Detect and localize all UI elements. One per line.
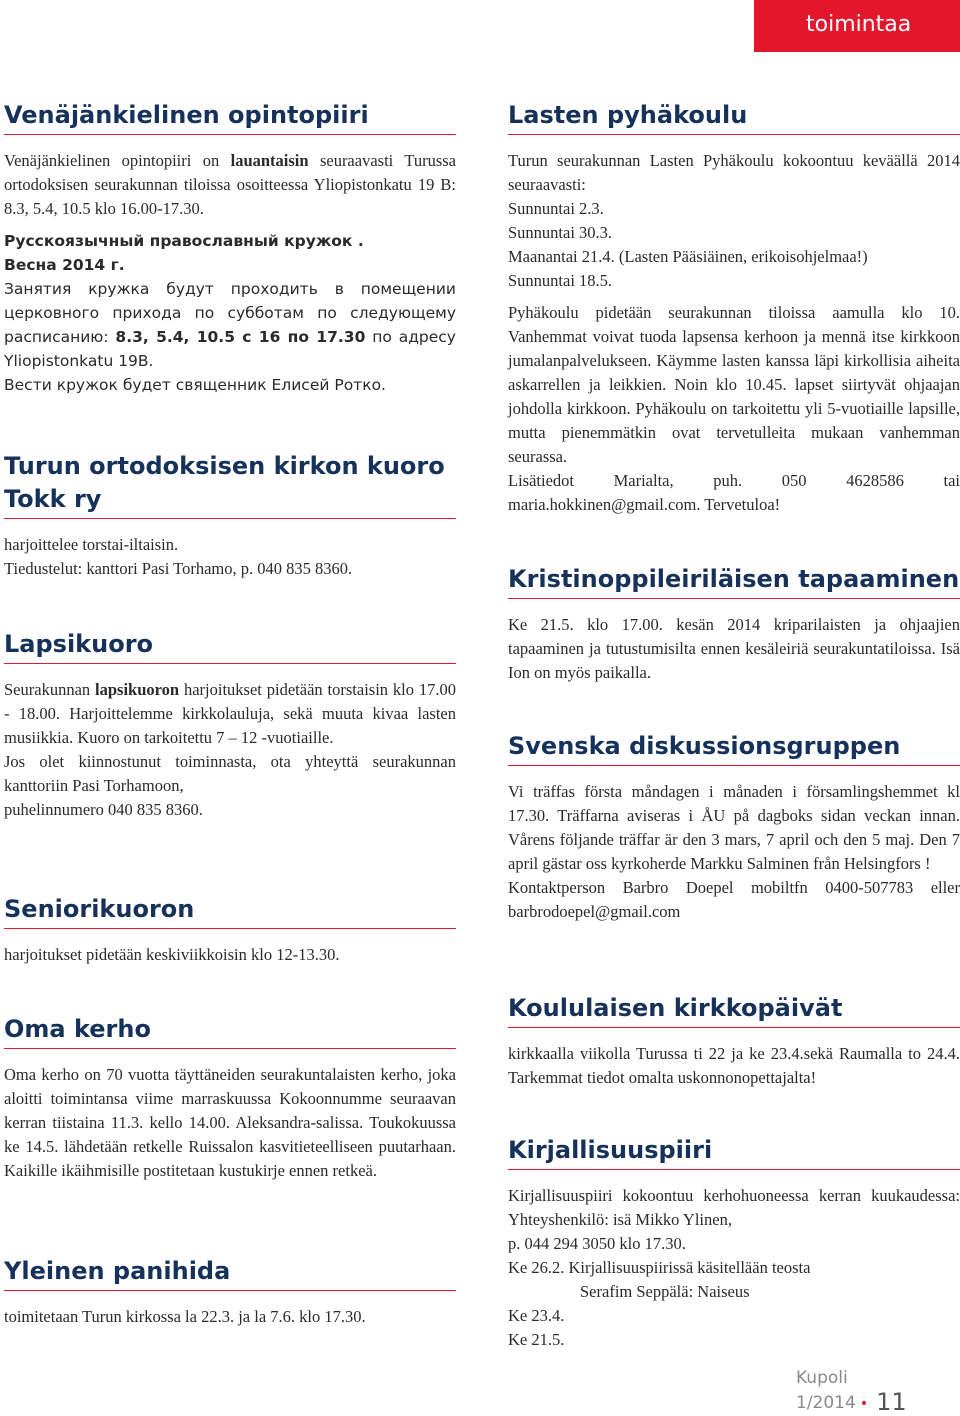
section-panihida [4,1255,456,1329]
page-number: 11 [876,1388,907,1416]
section-title: Lasten pyhäkoulu [508,99,960,135]
section-tab-label: toimintaa [806,12,912,37]
section-title: Lapsikuoro [4,628,456,664]
section-confirmation-camp [508,563,960,685]
section-body [4,1305,456,1329]
bold-text: 8.3, 5.4, 10.5 с 16 по 17.30 [115,328,366,346]
text: Seurakunnan [4,680,96,699]
text: Занятия кружка будут проходить в помещении церковного прихода по субботам по следующему расписанию: [4,280,456,346]
paragraph: harjoitukset pidetään keskiviikkoisin klo 12-13.30. [4,945,340,964]
paragraph: Turun seurakunnan Lasten Pyhäkoulu kokoontuu keväällä 2014 seuraavasti: [508,151,960,194]
section-russian-study-circle [4,99,456,397]
section-title: Kristinoppileiriläisen tapaaminen [508,563,960,599]
paragraph: Serafim Seppälä: Naiseus [580,1282,750,1301]
section-title: Koululaisen kirkkopäivät [508,992,960,1028]
section-oma-kerho [4,1013,456,1183]
title-line: Turun ortodoksisen kirkon kuoro [4,452,445,480]
paragraph: Jos olet kiinnostunut toiminnasta, ota yhteyttä seurakunnan kanttoriin Pasi Torhamoon, [4,752,456,795]
paragraph: Ke 21.5. klo 17.00. kesän 2014 kriparilaisten ja ohjaajien tapaaminen ja tutustumisilta ennen kesäleiriä seurakuntatiloissa. Isä Ion on myös paikalla. [508,615,960,682]
section-title [4,450,456,519]
paragraph: harjoittelee torstai-iltaisin. [4,535,179,554]
russian-text-block [4,229,456,397]
section-title: Oma kerho [4,1013,456,1049]
date-line: Sunnuntai 30.3. [508,223,613,242]
section-tab [754,0,960,52]
section-body [4,943,456,967]
title-line: Tokk ry [4,485,102,513]
paragraph: p. 044 294 3050 klo 17.30. [508,1234,686,1253]
text: harjoitukset pidetään torstaisin klo 17.00 - 18.00. Harjoittelemme kirkkolauluja, sekä muuta kivaa lasten musiikkia. Kuoro on tarkoitettu 7 – 12 -vuotiaille. [4,680,456,747]
section-senior-choir [4,893,456,967]
section-title: Svenska diskussionsgruppen [508,730,960,766]
paragraph: Kirjallisuuspiiri kokoontuu kerhohuoneessa kerran kuukaudessa: Yhteyshenkilö: isä Mikko Ylinen, [508,1186,960,1229]
section-body [508,149,960,517]
section-body [508,613,960,685]
section-body [508,1184,960,1352]
section-children-choir [4,628,456,822]
section-body [4,678,456,822]
russian-subheading: Весна 2014 г. [4,256,125,274]
section-body [508,1042,960,1090]
text: Venäjänkielinen opintopiiri on [4,151,231,170]
bold-text: lauantaisin [230,151,309,170]
paragraph: Tiedustelut: kanttori Pasi Torhamo, p. 040 835 8360. [4,559,353,578]
paragraph: toimitetaan Turun kirkossa la 22.3. ja la 7.6. klo 17.30. [4,1307,366,1326]
paragraph [4,678,456,750]
paragraph: Lisätiedot Marialta, puh. 050 4628586 tai maria.hokkinen@gmail.com. Tervetuloa! [508,471,960,514]
section-title: Venäjänkielinen opintopiiri [4,99,456,135]
paragraph: Pyhäkoulu pidetään seurakunnan tiloissa aamulla klo 10. Vanhemmat voivat tuoda lapsensa kerhoon ja mennä itse kirkkoon jumalanpalvelukseen. Käymme lasten kanssa läpi kirkollisia aiheita askarrellen ja leikkien. Noin klo 10.45. lapset siirtyvät ohjaajan johdolla kirkkoon. Pyhäkoulu on tarkoitettu yli 5-vuotiaille lapsille, mutta pienemmätkin ovat tervetulleita mukaan vanhemman seurassa. [508,303,960,466]
bullet-separator: • [859,1396,869,1412]
section-title: Yleinen panihida [4,1255,456,1291]
date-line: Ke 23.4. [508,1306,565,1325]
section-choir [4,450,456,581]
section-sunday-school [508,99,960,517]
text: по адресу Yliopistonkatu 19B. [4,328,456,370]
paragraph: Ke 26.2. Kirjallisuuspiirissä käsitellään teosta [508,1258,811,1277]
paragraph: Vi träffas första måndagen i månaden i församlingshemmet kl 17.30. Träffarna aviseras i ÅU på dagboks sidan veckan innan. Vårens följande träffar är den 3 mars, 7 april och den 5 maj. Den 7 april gästar oss kyrkoherde Markku Salminen från Helsingfors ! [508,782,960,873]
paragraph: puhelinnumero 040 835 8360. [4,800,203,819]
section-title: Seniorikuoron [4,893,456,929]
section-literature-circle [508,1134,960,1352]
section-body [4,533,456,581]
section-school-church-days [508,992,960,1090]
section-title: Kirjallisuuspiiri [508,1134,960,1170]
date-line: Sunnuntai 18.5. [508,271,613,290]
section-body [4,149,456,397]
text: Вести кружок будет священник Елисей Ротко. [4,376,386,394]
section-swedish-group [508,730,960,924]
date-line: Maanantai 21.4. (Lasten Pääsiäinen, erikoisohjelmaa!) [508,247,868,266]
paragraph: Kontaktperson Barbro Doepel mobiltfn 0400-507783 eller barbrodoepel@gmail.com [508,878,960,921]
russian-heading: Русскоязычный православный кружок . [4,232,364,250]
paragraph: Oma kerho on 70 vuotta täyttäneiden seurakuntalaisten kerho, joka aloitti toimintansa viime marraskuussa Kokoonnumme seuraavan kerran tiistaina 11.3. kello 14.00. Aleksandra-salissa. Toukokuussa ke 14.5. lähdetään retkelle Ruissalon kasvitieteelliseen puutarhaan. Kaikille ikäihmisille postitetaan kustukirje ennen retkeä. [4,1065,456,1180]
section-body [4,1063,456,1183]
publication-name: Kupoli 1/2014 [796,1368,856,1413]
paragraph [4,149,456,221]
date-line: Ke 21.5. [508,1330,565,1349]
date-line: Sunnuntai 2.3. [508,199,604,218]
page-footer [796,1368,960,1416]
paragraph: kirkkaalla viikolla Turussa ti 22 ja ke 23.4.sekä Raumalla to 24.4. Tarkemmat tiedot omalta uskonnonopettajalta! [508,1044,960,1087]
section-body [508,780,960,924]
text: seuraavasti Turussa ortodoksisen seurakunnan tiloissa osoitteessa Yliopistonkatu 19 B: 8.3, 5.4, 10.5 klo 16.00-17.30. [4,151,456,218]
bold-text: lapsikuoron [95,680,180,699]
